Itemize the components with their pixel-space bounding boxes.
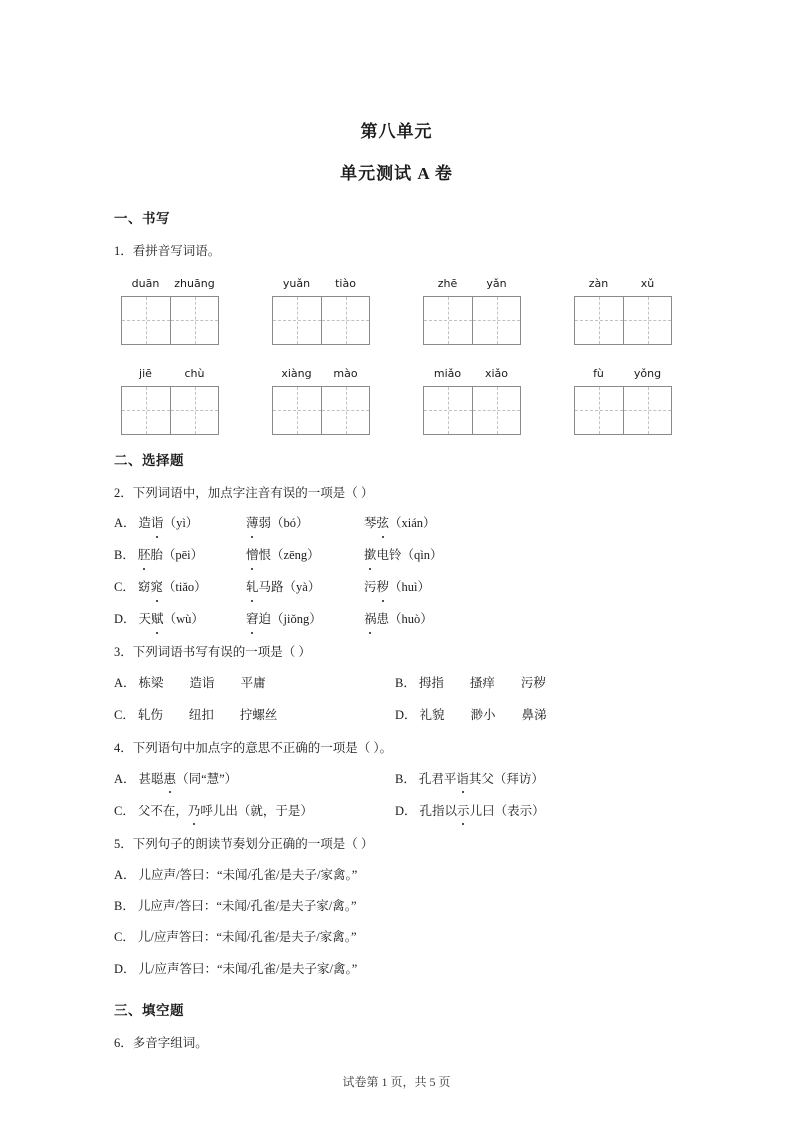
- question-2-stem: 2．下列词语中，加点字注音有误的一项是（ ）: [114, 485, 374, 500]
- dotted-character: 薄: [246, 514, 259, 533]
- option-pre: 甚聪: [138, 771, 164, 786]
- dotted-character: 胚: [138, 546, 151, 565]
- tianzige-cell[interactable]: [170, 387, 218, 434]
- pinyin-labels: [423, 275, 521, 293]
- question-3-options-row-1[interactable]: [114, 674, 679, 694]
- option-pre: 窈: [137, 580, 151, 595]
- page-title: 第八单元: [360, 122, 433, 141]
- option-label: B．: [114, 548, 135, 563]
- pinyin-grid-group: [121, 365, 219, 435]
- option-text: 儿应声/答曰：“未闻/孔雀/是夫子家/禽。”: [137, 898, 357, 913]
- option-cell: [114, 610, 204, 629]
- option-cell[interactable]: [114, 706, 277, 725]
- tianzige-cell[interactable]: [122, 297, 170, 344]
- option-post: 恨（zēng）: [258, 548, 320, 563]
- dotted-character: 轧: [246, 578, 259, 597]
- option-post: 电铃（qìn）: [376, 548, 443, 563]
- option-post: 马路（yà）: [258, 580, 321, 595]
- option-post: 胎（pēi）: [150, 548, 204, 563]
- option-post: （tiǎo）: [162, 580, 207, 595]
- option-word: 栋梁: [138, 676, 164, 691]
- question-5-option-d[interactable]: [114, 960, 679, 979]
- pinyin-label: yǒng: [633, 366, 662, 380]
- option-label: B．: [114, 898, 135, 913]
- option-label: C．: [114, 580, 135, 595]
- pinyin-label: zàn: [588, 276, 609, 290]
- dotted-character: 弦: [377, 514, 390, 533]
- tianzige-cell[interactable]: [273, 297, 321, 344]
- option-label: C．: [114, 803, 135, 818]
- question-3-stem: 3．下列词语书写有误的一项是（ ）: [114, 645, 311, 660]
- question-3-options-row-2[interactable]: [114, 706, 679, 726]
- option-cell: [114, 546, 203, 565]
- question-2-option-d[interactable]: [114, 610, 679, 630]
- option-word: 造诣: [189, 676, 215, 691]
- dotted-character: 窕: [150, 578, 163, 597]
- pinyin-label: yǎn: [486, 276, 507, 290]
- question-2-option-a[interactable]: [114, 514, 679, 534]
- option-word: 纽扣: [188, 708, 214, 723]
- pinyin-label: yuǎn: [282, 276, 311, 290]
- tianzige-box[interactable]: [574, 296, 672, 345]
- option-cell[interactable]: [395, 674, 546, 693]
- option-post: （同“慧”）: [176, 771, 238, 786]
- pinyin-labels: [574, 365, 672, 383]
- dotted-character: 赋: [151, 610, 164, 629]
- pinyin-label: zhuāng: [174, 276, 215, 290]
- option-label: D．: [395, 708, 417, 723]
- pinyin-label: miǎo: [433, 366, 462, 380]
- option-label: A．: [114, 867, 136, 882]
- tianzige-cell[interactable]: [424, 387, 472, 434]
- pinyin-grid-group: [574, 365, 672, 435]
- pinyin-grid-group: [272, 365, 370, 435]
- option-cell[interactable]: [395, 706, 547, 725]
- option-cell: [246, 610, 322, 629]
- tianzige-cell[interactable]: [575, 297, 623, 344]
- option-pre: 天: [138, 612, 152, 627]
- pinyin-label: zhē: [437, 276, 458, 290]
- option-word: 污秽: [520, 676, 546, 691]
- option-word: 礼貌: [419, 708, 445, 723]
- option-cell[interactable]: [395, 802, 545, 821]
- page-content: [114, 0, 679, 1053]
- pinyin-label: duān: [131, 276, 160, 290]
- option-post: 患（huò）: [376, 612, 433, 627]
- question-4-stem: 4．下列语句中加点字的意思不正确的一项是（ ）。: [114, 741, 393, 756]
- option-pre: 污: [364, 580, 377, 595]
- tianzige-cell[interactable]: [472, 297, 520, 344]
- option-pre: 琴: [364, 516, 377, 531]
- question-5-option-c[interactable]: [114, 928, 679, 947]
- dotted-character: 惠: [164, 770, 177, 789]
- tianzige-cell[interactable]: [424, 297, 472, 344]
- question-4-options-row-2[interactable]: [114, 802, 679, 822]
- question-5-stem: 5．下列句子的朗读节奏划分正确的一项是（ ）: [114, 836, 374, 851]
- option-cell: [246, 578, 320, 597]
- pinyin-label: fù: [593, 366, 604, 380]
- pinyin-label: jiē: [139, 366, 152, 380]
- option-cell: [364, 514, 436, 533]
- tianzige-cell[interactable]: [623, 297, 671, 344]
- section-heading-multiple-choice: 二、选择题: [114, 452, 184, 468]
- option-word: 平庸: [240, 676, 266, 691]
- option-cell: [114, 578, 207, 597]
- pinyin-grid-group: [423, 275, 521, 345]
- option-post: （xián）: [389, 516, 436, 531]
- section-heading-fill-in-blank: 三、填空题: [114, 1003, 184, 1019]
- tianzige-cell[interactable]: [170, 297, 218, 344]
- dotted-character: 诣: [456, 770, 469, 789]
- option-cell: [364, 578, 430, 597]
- pinyin-label: xǔ: [640, 276, 655, 290]
- option-post: （huì）: [389, 580, 431, 595]
- option-cell: [364, 610, 433, 629]
- option-label: C．: [114, 708, 135, 723]
- tianzige-cell[interactable]: [321, 387, 369, 434]
- tianzige-box[interactable]: [121, 386, 219, 435]
- tianzige-cell[interactable]: [472, 387, 520, 434]
- tianzige-cell[interactable]: [122, 387, 170, 434]
- option-label: C．: [114, 930, 135, 945]
- option-cell[interactable]: [114, 802, 313, 821]
- option-label: D．: [395, 803, 417, 818]
- option-cell[interactable]: [114, 770, 237, 789]
- question-5-option-b[interactable]: [114, 897, 679, 916]
- option-label: D．: [114, 961, 136, 976]
- dotted-character: 撳: [364, 546, 377, 565]
- option-cell: [246, 546, 320, 565]
- tianzige-cell[interactable]: [623, 387, 671, 434]
- pinyin-label: mào: [333, 366, 358, 380]
- option-post: （wù）: [163, 612, 204, 627]
- tianzige-box[interactable]: [574, 386, 672, 435]
- section-heading-writing: 一、书写: [114, 210, 170, 226]
- pinyin-labels: [574, 275, 672, 293]
- dotted-character: 憎: [246, 546, 259, 565]
- option-label: A．: [114, 516, 136, 531]
- pinyin-grid-row-2: [114, 365, 679, 437]
- tianzige-box[interactable]: [423, 296, 521, 345]
- question-2-option-c[interactable]: [114, 578, 679, 598]
- question-6-stem: 6．多音字组词。: [114, 1036, 208, 1051]
- option-word: 鼻涕: [521, 708, 547, 723]
- option-word: 拇指: [418, 676, 444, 691]
- tianzige-box[interactable]: [272, 296, 370, 345]
- pinyin-label: xiàng: [281, 366, 312, 380]
- option-label: B．: [395, 771, 416, 786]
- tianzige-box[interactable]: [423, 386, 521, 435]
- question-4-options-row-1[interactable]: [114, 770, 679, 790]
- pinyin-labels: [272, 365, 370, 383]
- pinyin-grid-group: [423, 365, 521, 435]
- option-post: 呼儿出（就，于是）: [200, 803, 313, 818]
- dotted-character: 乃: [188, 802, 201, 821]
- option-pre: 父不在，: [137, 803, 188, 818]
- pinyin-labels: [121, 365, 219, 383]
- question-5-option-a[interactable]: [114, 866, 679, 885]
- option-label: A．: [114, 676, 136, 691]
- dotted-character: 秽: [377, 578, 390, 597]
- page-subtitle: 单元测试 A 卷: [340, 164, 453, 184]
- option-post: （yì）: [163, 516, 199, 531]
- option-post: 儿曰（表示）: [469, 803, 545, 818]
- option-cell[interactable]: [114, 674, 266, 693]
- pinyin-labels: [272, 275, 370, 293]
- option-label: D．: [114, 612, 136, 627]
- question-1-stem: 1．看拼音写词语。: [114, 243, 221, 258]
- tianzige-cell[interactable]: [273, 387, 321, 434]
- tianzige-cell[interactable]: [575, 387, 623, 434]
- pinyin-grid-group: [574, 275, 672, 345]
- option-text: 儿/应声答曰：“未闻/孔雀/是夫子家/禽。”: [138, 961, 358, 976]
- option-post: 弱（bó）: [258, 516, 309, 531]
- pinyin-grid-group: [272, 275, 370, 345]
- option-word: 搔痒: [469, 676, 495, 691]
- pinyin-label: tiào: [335, 276, 356, 290]
- option-cell[interactable]: [395, 770, 544, 789]
- pinyin-label: chù: [184, 366, 205, 380]
- dotted-character: 示: [457, 802, 470, 821]
- option-pre: 孔君平: [418, 771, 457, 786]
- option-cell: [114, 514, 198, 533]
- option-cell: [246, 514, 309, 533]
- option-word: 轧伤: [137, 708, 163, 723]
- option-text: 儿应声/答曰：“未闻/孔雀/是夫子/家禽。”: [138, 867, 358, 882]
- tianzige-box[interactable]: [121, 296, 219, 345]
- pinyin-grid-row-1: [114, 275, 679, 347]
- option-pre: 孔指以: [419, 803, 458, 818]
- pinyin-grid-group: [121, 275, 219, 345]
- option-pre: 造: [138, 516, 152, 531]
- option-label: B．: [395, 676, 416, 691]
- option-word: 拧螺丝: [239, 708, 278, 723]
- option-cell: [364, 546, 443, 565]
- dotted-character: 窘: [246, 610, 259, 629]
- option-label: A．: [114, 771, 136, 786]
- option-text: 儿/应声答曰：“未闻/孔雀/是夫子/家禽。”: [137, 930, 357, 945]
- dotted-character: 诣: [151, 514, 164, 533]
- option-word: 渺小: [470, 708, 496, 723]
- dotted-character: 祸: [364, 610, 377, 629]
- pinyin-label: xiǎo: [484, 366, 509, 380]
- option-post: 迫（jiǒng）: [258, 612, 322, 627]
- pinyin-labels: [121, 275, 219, 293]
- pinyin-labels: [423, 365, 521, 383]
- tianzige-cell[interactable]: [321, 297, 369, 344]
- option-post: 其父（拜访）: [468, 771, 544, 786]
- tianzige-box[interactable]: [272, 386, 370, 435]
- page-footer: 试卷第 1 页，共 5 页: [342, 1075, 451, 1089]
- question-2-option-b[interactable]: [114, 546, 679, 566]
